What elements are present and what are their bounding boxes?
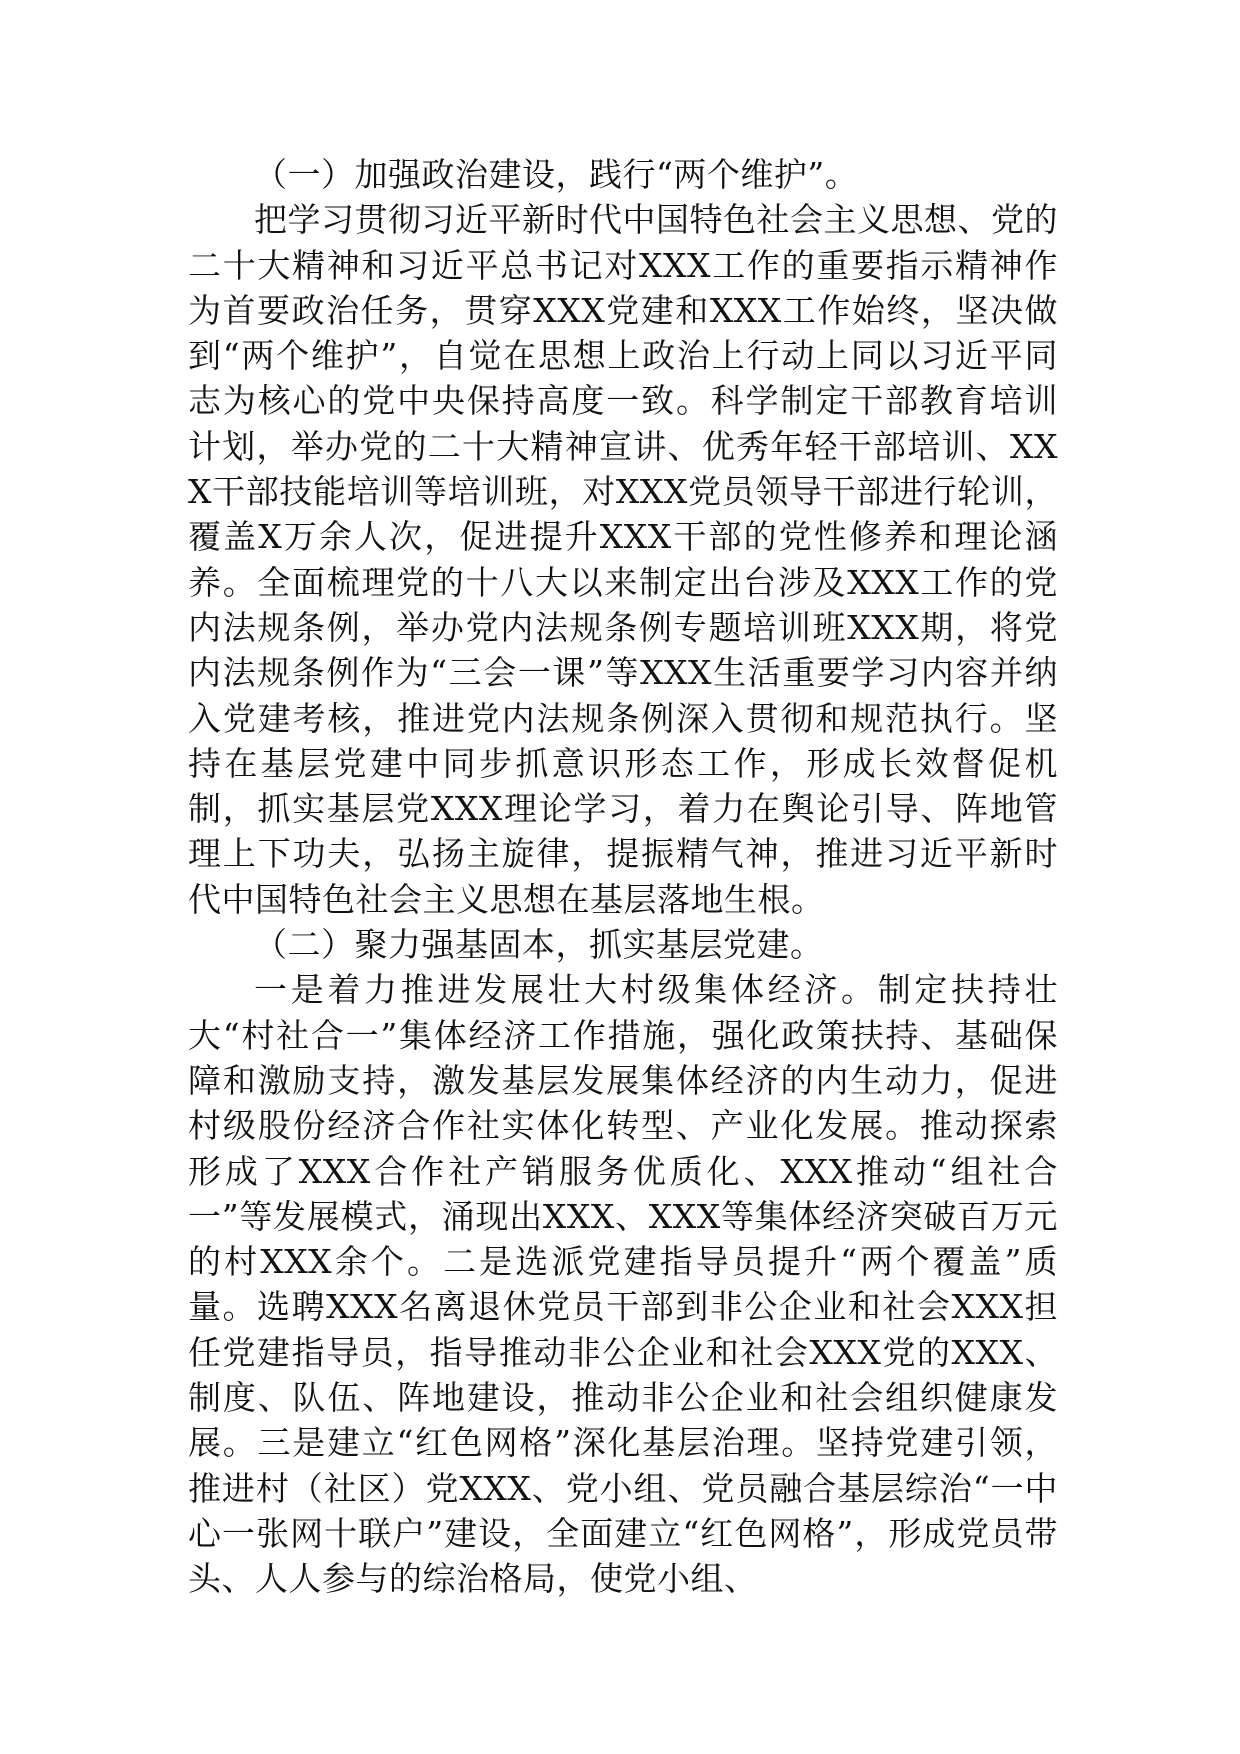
section-heading-1: （一）加强政治建设，践行“两个维护”。 <box>254 155 859 194</box>
section-heading-2: （二）聚力强基固本，抓实基层党建。 <box>254 925 824 965</box>
body-paragraph-2: 一是着力推进发展壮大村级集体经济。制定扶持壮大“村社合一”集体经济工作措施，强化政策扶持、基础保障和激励支持，激发基层发展集体经济的内生动力，促进村级股份经济合作社实体化转型、产业化发展。推动探索形成了XXX合作社产销服务优质化、XXX推动“组社合一”等发展模式，涌现出XXX、XXX等集体经济突破百万元的村XXX余个。二是选派党建指导员提升“两个覆盖”质量。选聘XXX名离退休党员干部到非公企业和社会XXX担任党建指导员，指导推动非公企业和社会XXX党的XXX、制度、队伍、阵地建设，推动非公企业和社会组织健康发展。三是建立“红色网格”深化基层治理。坚持党建引领，推进村（社区）党XXX、党小组、党员融合基层综治“一中心一张网十联户”建设，全面建立“红色网格”，形成党员带头、人人参与的综治格局，使党小组、 <box>188 970 1058 1599</box>
body-paragraph-1: 把学习贯彻习近平新时代中国特色社会主义思想、党的二十大精神和习近平总书记对XXX工作的重要指示精神作为首要政治任务，贯穿XXX党建和XXX工作始终，坚决做到“两个维护”，自觉在思想上政治上行动上同以习近平同志为核心的党中央保持高度一致。科学制定干部教育培训计划，举办党的二十大精神宣讲、优秀年轻干部培训、XXX干部技能培训等培训班，对XXX党员领导干部进行轮训，覆盖X万余人次，促进提升XXX干部的党性修养和理论涵养。全面梳理党的十八大以来制定出台涉及XXX工作的党内法规条例，举办党内法规条例专题培训班XXX期，将党内法规条例作为“三会一课”等XXX生活重要学习内容并纳入党建考核，推进党内法规条例深入贯彻和规范执行。坚持在基层党建中同步抓意识形态工作，形成长效督促机制，抓实基层党XXX理论学习，着力在舆论引导、阵地管理上下功夫，弘扬主旋律，提振精气神，推进习近平新时代中国特色社会主义思想在基层落地生根。 <box>188 200 1058 919</box>
document-body <box>188 152 1058 1602</box>
